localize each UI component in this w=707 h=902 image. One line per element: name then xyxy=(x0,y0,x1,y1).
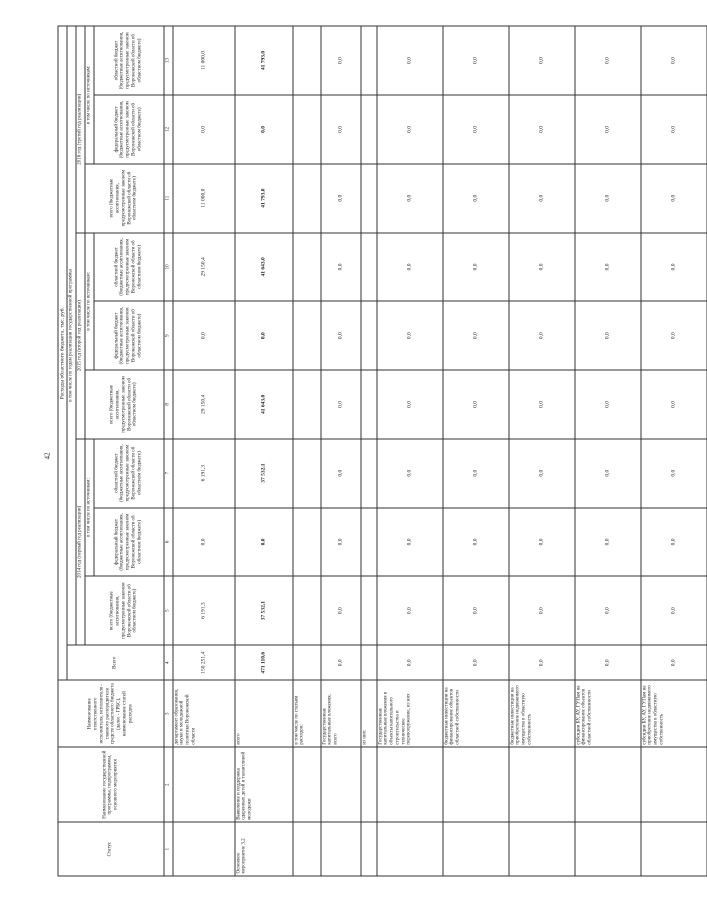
header-program-name: Наименование государственной программы, подпрограммы, основного мероприятия xyxy=(58,747,164,822)
row-value-cell: 0,0 xyxy=(443,370,509,439)
row-program-name xyxy=(377,747,443,822)
header-year-2016: 2016 год (третий год реализации) xyxy=(76,26,85,233)
row-value-cell: 0,0 xyxy=(509,26,575,95)
row-value-cell: 41 643,0 xyxy=(235,370,293,439)
page-number: 42 xyxy=(43,452,52,460)
header-sources-2015: в том числе по источникам: xyxy=(85,233,94,371)
table-row xyxy=(575,26,641,876)
table-body xyxy=(173,26,707,876)
row-value-cell xyxy=(361,164,377,233)
row-program-name xyxy=(321,747,361,822)
table-row xyxy=(361,26,377,876)
col-number: 5 xyxy=(164,576,173,645)
row-value-cell: 0,0 xyxy=(575,26,641,95)
col-number: 13 xyxy=(164,26,173,95)
row-program-name xyxy=(641,747,707,822)
row-status xyxy=(293,822,321,876)
row-value-cell: 41 793,0 xyxy=(235,26,293,95)
row-value-cell: 0,0 xyxy=(641,645,707,680)
row-expense-label: бюджетные инвестиции на финансирование объектов областной собственности xyxy=(443,680,509,747)
row-value-cell: 0,0 xyxy=(377,301,443,370)
row-value-cell: 0,0 xyxy=(377,508,443,577)
row-status xyxy=(173,822,235,876)
row-value-cell: 0,0 xyxy=(377,26,443,95)
row-expense-label: Государственные капитальные вложения в объекты капитального строительства и техническое перевооружение, из них xyxy=(377,680,443,747)
row-program-name xyxy=(509,747,575,822)
row-expense-label: из них: xyxy=(361,680,377,747)
row-value-cell: 0,0 xyxy=(575,301,641,370)
row-value-cell xyxy=(361,370,377,439)
header-year-2015: 2015 год (второй год реализации) xyxy=(76,233,85,439)
row-program-name: Выявление и поддержка одаренных детей и талантливой молодежи xyxy=(235,747,293,822)
row-value-cell: 0,0 xyxy=(641,301,707,370)
row-value-cell: 0,0 xyxy=(575,576,641,645)
header-total-2014: всего (бюджетные ассигнования, предусмотренные законом Воронежской области об областном бюджете) xyxy=(85,576,164,645)
row-value-cell xyxy=(293,508,321,577)
row-value-cell: 0,0 xyxy=(641,508,707,577)
header-federal-2015: федеральный бюджет (бюджетные ассигнования, предусмотренные законом Воронежской области об областном бюджете) xyxy=(94,301,164,370)
row-value-cell: 0,0 xyxy=(641,164,707,233)
header-regional-2015: областной бюджет (бюджетные ассигнования, предусмотренные законом Воронежской области об областном бюджете) xyxy=(94,233,164,302)
row-expense-label: субсидии БУ, АУ, ГУПам на приобретение недвижимого имущества в областную собственность xyxy=(641,680,707,747)
row-value-cell: 0,0 xyxy=(641,95,707,164)
row-value-cell xyxy=(361,95,377,164)
row-value-cell: 0,0 xyxy=(509,645,575,680)
row-status xyxy=(321,822,361,876)
row-value-cell: 0,0 xyxy=(443,508,509,577)
col-number: 6 xyxy=(164,508,173,577)
header-status: Статус xyxy=(58,822,164,876)
row-value-cell: 0,0 xyxy=(321,645,361,680)
col-number: 2 xyxy=(164,747,173,822)
header-federal-2014: федеральный бюджет (бюджетные ассигнования, предусмотренные законом Воронежской области об областном бюджете) xyxy=(94,508,164,577)
row-value-cell: 0,0 xyxy=(443,95,509,164)
row-value-cell: 0,0 xyxy=(443,439,509,508)
row-value-cell xyxy=(293,26,321,95)
row-value-cell: 6 191,3 xyxy=(173,439,235,508)
row-value-cell: 41 643,0 xyxy=(235,233,293,302)
col-number: 3 xyxy=(164,680,173,747)
row-value-cell: 0,0 xyxy=(377,164,443,233)
table-row xyxy=(173,26,235,876)
row-value-cell: 0,0 xyxy=(641,370,707,439)
row-value-cell xyxy=(293,164,321,233)
budget-table xyxy=(58,26,707,877)
col-number: 4 xyxy=(164,645,173,680)
row-value-cell xyxy=(293,95,321,164)
row-value-cell: 0,0 xyxy=(443,301,509,370)
row-status xyxy=(575,822,641,876)
row-value-cell: 0,0 xyxy=(443,164,509,233)
row-value-cell: 0,0 xyxy=(509,164,575,233)
row-value-cell: 0,0 xyxy=(575,645,641,680)
col-number: 1 xyxy=(164,822,173,876)
row-value-cell: 0,0 xyxy=(321,164,361,233)
row-value-cell: 0,0 xyxy=(575,233,641,302)
row-value-cell: 0,0 xyxy=(321,370,361,439)
row-value-cell: 11 000,0 xyxy=(173,26,235,95)
row-value-cell: 0,0 xyxy=(443,26,509,95)
row-value-cell: 0,0 xyxy=(321,301,361,370)
row-status xyxy=(641,822,707,876)
row-value-cell: 0,0 xyxy=(509,233,575,302)
row-value-cell: 0,0 xyxy=(509,439,575,508)
col-number: 8 xyxy=(164,370,173,439)
row-value-cell: 150 251,4 xyxy=(173,645,235,680)
row-value-cell: 0,0 xyxy=(377,95,443,164)
row-value-cell: 471 110,6 xyxy=(235,645,293,680)
table-header xyxy=(58,26,173,876)
row-value-cell: 37 532,1 xyxy=(235,576,293,645)
row-value-cell: 0,0 xyxy=(509,95,575,164)
row-value-cell xyxy=(361,439,377,508)
row-value-cell xyxy=(361,508,377,577)
row-value-cell: 0,0 xyxy=(575,439,641,508)
row-expense-label: всего xyxy=(235,680,293,747)
row-status xyxy=(443,822,509,876)
table-row xyxy=(641,26,707,876)
row-value-cell: 0,0 xyxy=(443,233,509,302)
header-sources-2016: в том числе по источникам: xyxy=(85,26,94,164)
row-value-cell: 0,0 xyxy=(509,301,575,370)
row-value-cell: 0,0 xyxy=(377,439,443,508)
row-value-cell: 0,0 xyxy=(235,508,293,577)
table-row xyxy=(235,26,293,876)
row-value-cell xyxy=(361,301,377,370)
row-value-cell: 0,0 xyxy=(321,26,361,95)
header-total: Всего xyxy=(67,645,163,680)
header-total-2015: всего (бюджетные ассигнования, предусмотренные законом Воронежской области об областном бюджете) xyxy=(85,370,164,439)
row-program-name xyxy=(173,747,235,822)
row-value-cell: 0,0 xyxy=(509,576,575,645)
row-value-cell: 0,0 xyxy=(173,301,235,370)
row-value-cell: 37 532,1 xyxy=(235,439,293,508)
row-value-cell xyxy=(361,233,377,302)
row-expense-label: департамент образования, науки и молодежной политики Воронежской области xyxy=(173,680,235,747)
row-value-cell: 0,0 xyxy=(321,233,361,302)
row-value-cell: 29 150,4 xyxy=(173,233,235,302)
row-value-cell: 0,0 xyxy=(575,508,641,577)
col-number: 10 xyxy=(164,233,173,302)
row-status: Основное мероприятие 3.2 xyxy=(235,822,293,876)
row-program-name xyxy=(443,747,509,822)
row-value-cell xyxy=(293,233,321,302)
row-value-cell: 0,0 xyxy=(575,95,641,164)
row-value-cell: 0,0 xyxy=(173,95,235,164)
row-value-cell xyxy=(293,301,321,370)
row-program-name xyxy=(293,747,321,822)
table-row xyxy=(377,26,443,876)
row-value-cell xyxy=(293,439,321,508)
header-executor: Наименование ответственного исполнителя, исполнителя - главного распорядителя средств областного бюджета (далее - ГРБС), наименование статей расходов xyxy=(58,680,164,747)
row-value-cell xyxy=(361,576,377,645)
row-value-cell: 0,0 xyxy=(321,508,361,577)
row-value-cell: 0,0 xyxy=(321,95,361,164)
row-status xyxy=(361,822,377,876)
header-federal-2016: федеральный бюджет (бюджетные ассигнования, предусмотренные законом Воронежской области об областном бюджете) xyxy=(94,95,164,164)
table-row xyxy=(293,26,321,876)
row-value-cell: 0,0 xyxy=(173,508,235,577)
row-status xyxy=(377,822,443,876)
row-expense-label: бюджетные инвестиции на приобретение недвижимого имущества в областную собственность xyxy=(509,680,575,747)
row-value-cell: 0,0 xyxy=(641,26,707,95)
row-value-cell xyxy=(293,645,321,680)
row-value-cell: 0,0 xyxy=(235,95,293,164)
row-value-cell: 0,0 xyxy=(509,370,575,439)
table-row xyxy=(443,26,509,876)
row-value-cell: 11 000,0 xyxy=(173,164,235,233)
row-expense-label: субсидии БУ, АУ, ГУПам на финансирование объектов областной собственности xyxy=(575,680,641,747)
row-expense-label: Государственные капитальные вложения, всего xyxy=(321,680,361,747)
header-sources-2014: в том числе по источникам: xyxy=(85,439,94,577)
header-expenses-sub: в том числе по годам реализации государственной программы xyxy=(67,26,76,645)
row-value-cell: 0,0 xyxy=(321,439,361,508)
col-number: 9 xyxy=(164,301,173,370)
row-value-cell: 29 150,4 xyxy=(173,370,235,439)
row-value-cell: 0,0 xyxy=(509,508,575,577)
row-value-cell xyxy=(293,576,321,645)
table-row xyxy=(321,26,361,876)
col-number: 7 xyxy=(164,439,173,508)
budget-table-container xyxy=(58,26,677,877)
header-total-2016: всего (бюджетные ассигнования, предусмотренные законом Воронежской области об областном бюджете) xyxy=(85,164,164,233)
column-number-row xyxy=(164,26,173,876)
header-expenses-top: Расходы областного бюджета, тыс. руб. xyxy=(58,26,67,680)
header-year-2014: 2014 год (первый год реализации) xyxy=(76,439,85,645)
row-value-cell xyxy=(293,370,321,439)
row-status xyxy=(509,822,575,876)
row-value-cell xyxy=(361,645,377,680)
row-value-cell: 0,0 xyxy=(443,645,509,680)
row-value-cell: 0,0 xyxy=(321,576,361,645)
row-value-cell: 0,0 xyxy=(377,370,443,439)
row-value-cell: 0,0 xyxy=(235,301,293,370)
row-value-cell: 0,0 xyxy=(641,233,707,302)
row-value-cell: 0,0 xyxy=(575,370,641,439)
row-expense-label: в том числе по статьям расходов: xyxy=(293,680,321,747)
row-value-cell: 6 191,3 xyxy=(173,576,235,645)
col-number: 12 xyxy=(164,95,173,164)
row-value-cell: 0,0 xyxy=(377,645,443,680)
row-value-cell: 0,0 xyxy=(641,576,707,645)
row-value-cell xyxy=(361,26,377,95)
header-regional-2014: областной бюджет (бюджетные ассигнования, предусмотренные законом Воронежской области об областном бюджете) xyxy=(94,439,164,508)
row-value-cell: 41 793,0 xyxy=(235,164,293,233)
table-row xyxy=(509,26,575,876)
row-value-cell: 0,0 xyxy=(641,439,707,508)
row-value-cell: 0,0 xyxy=(443,576,509,645)
row-program-name xyxy=(575,747,641,822)
col-number: 11 xyxy=(164,164,173,233)
header-regional-2016: областной бюджет (бюджетные ассигнования, предусмотренные законом Воронежской области об областном бюджете) xyxy=(94,26,164,95)
row-value-cell: 0,0 xyxy=(377,233,443,302)
row-value-cell: 0,0 xyxy=(575,164,641,233)
row-value-cell: 0,0 xyxy=(377,576,443,645)
row-program-name xyxy=(361,747,377,822)
